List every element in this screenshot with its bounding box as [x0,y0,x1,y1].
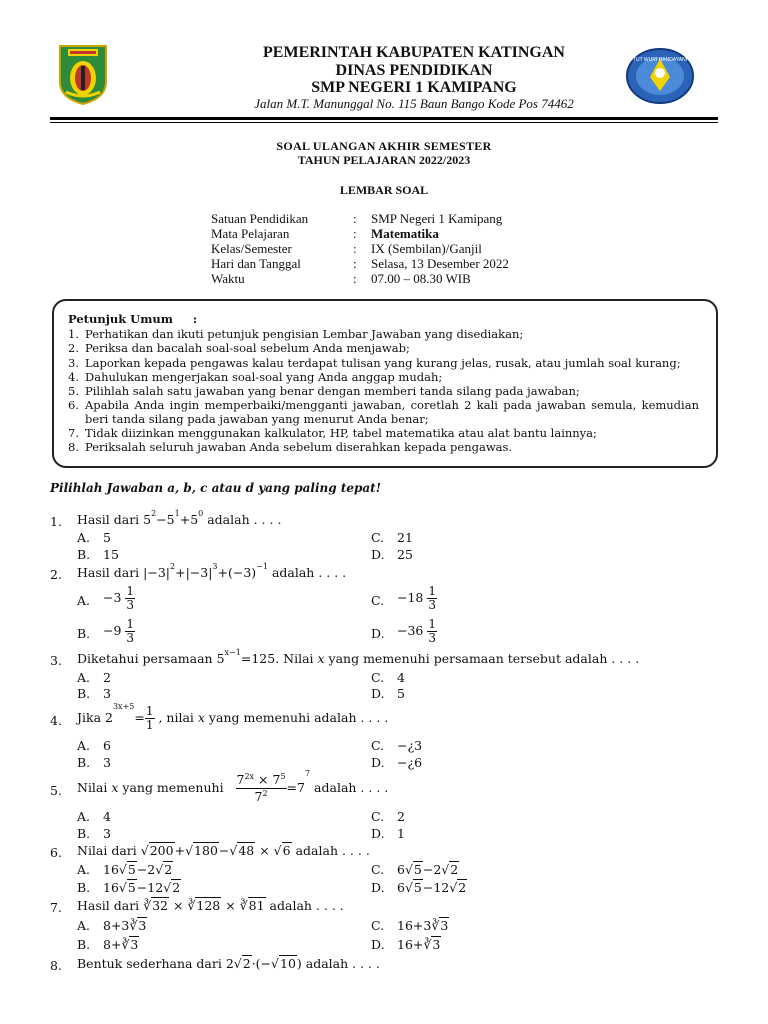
option-label: C. [371,670,385,685]
option-label: B. [77,937,91,952]
option-a[interactable]: 4 [103,809,111,824]
option-a[interactable]: 6 [103,738,111,753]
option-label: C. [371,593,385,608]
option-label: D. [371,686,385,701]
option-c[interactable]: 4 [397,670,405,685]
option-b[interactable]: −9 $\frac{1}{3}$ [103,617,135,645]
option-a[interactable]: −3 $\frac{1}{3}$ [103,584,135,612]
option-label: D. [371,755,385,770]
question-6-text: Nilai dari √200+√180−√48 × √6 adalah . . . . [77,843,370,858]
option-label: C. [371,809,385,824]
option-c[interactable]: 21 [397,530,413,545]
option-b[interactable]: 3 [103,755,111,770]
option-a[interactable]: 5 [103,530,111,545]
option-b[interactable]: 8+∛3 [103,937,139,952]
option-label: C. [371,918,385,933]
answer-instruction: Pilihlah Jawaban a, b, c atau d yang paling tepat! [50,481,381,495]
option-label: B. [77,547,91,562]
option-label: A. [77,918,91,933]
header-rule-thin [50,122,718,123]
option-c[interactable]: 16+3∛3 [397,918,449,933]
option-label: B. [77,686,91,701]
option-label: A. [77,862,91,877]
option-label: C. [371,530,385,545]
option-label: A. [77,593,91,608]
option-c[interactable]: 2 [397,809,405,824]
question-number: 7. [50,900,62,915]
question-number: 5. [50,783,62,798]
option-label: C. [371,738,385,753]
instructions-heading: Petunjuk Umum : [68,312,198,326]
header-address: Jalan M.T. Manunggal No. 115 Baun Bango Kode Pos 74462 [254,96,574,111]
exam-title: SOAL ULANGAN AKHIR SEMESTER [276,139,492,153]
header-government: PEMERINTAH KABUPATEN KATINGAN [263,44,565,61]
option-d[interactable]: −36 $\frac{1}{3}$ [397,617,436,645]
question-1-text: Hasil dari $5^2-5^1+5^0$ adalah . . . . [77,509,282,527]
option-label: B. [77,626,91,641]
option-label: D. [371,826,385,841]
question-number: 2. [50,567,62,582]
option-c[interactable]: 6√5−2√2 [397,862,459,877]
option-b[interactable]: 3 [103,686,111,701]
option-label: A. [77,809,91,824]
option-label: A. [77,670,91,685]
question-3-text: Diketahui persamaan $5^{x-1}=125$. Nilai x yang memenuhi persamaan tersebut adalah . . . . [77,648,640,666]
option-d[interactable]: 16+∛3 [397,937,441,952]
option-d[interactable]: 1 [397,826,405,841]
option-label: D. [371,937,385,952]
question-number: 6. [50,845,62,860]
academic-year: TAHUN PELAJARAN 2022/2023 [297,153,471,167]
question-2-text: Hasil dari $|-3|^2+|-3|^3+(-3)^{-1}$ adalah . . . . [77,562,347,580]
option-label: C. [371,862,385,877]
option-a[interactable]: 8+3∛3 [103,918,147,933]
option-label: A. [77,738,91,753]
option-label: B. [77,880,91,895]
option-b[interactable]: 16√5−12√2 [103,880,181,895]
header-department: DINAS PENDIDIKAN [335,62,493,79]
option-label: D. [371,880,385,895]
option-b[interactable]: 3 [103,826,111,841]
option-a[interactable]: 16√5−2√2 [103,862,173,877]
option-d[interactable]: 6√5−12√2 [397,880,467,895]
question-4-text: Jika $2^{3x+5}=$ $\frac{1}{1}$ , nilai x yang memenuhi adalah . . . . [77,702,389,732]
option-d[interactable]: 25 [397,547,413,562]
question-8-text: Bentuk sederhana dari 2√2·(−√10) adalah . . . . [77,956,380,971]
sheet-title: LEMBAR SOAL [339,183,429,197]
option-c[interactable]: −18 $\frac{1}{3}$ [397,584,436,612]
header-rule-thick [50,117,718,120]
option-b[interactable]: 15 [103,547,119,562]
option-label: A. [77,530,91,545]
question-7-text: Hasil dari ∛32 × ∛128 × ∛81 adalah . . . . [77,898,344,913]
header-school: SMP NEGERI 1 KAMIPANG [311,79,517,96]
option-label: D. [371,547,385,562]
question-5-text: Nilai x yang memenuhi $\frac{7^{2x} \times 7^5}{7^2}$ $=7^7$ adalah . . . . [77,769,389,804]
option-d[interactable]: 5 [397,686,405,701]
option-label: B. [77,826,91,841]
question-number: 8. [50,958,62,973]
option-d[interactable]: −¿6 [397,755,423,770]
question-number: 3. [50,653,62,668]
option-label: D. [371,626,385,641]
question-number: 1. [50,514,62,529]
question-number: 4. [50,713,62,728]
logo-caption: TUT WURI HANDAYANI [632,57,688,63]
option-a[interactable]: 2 [103,670,111,685]
option-c[interactable]: −¿3 [397,738,423,753]
option-label: B. [77,755,91,770]
